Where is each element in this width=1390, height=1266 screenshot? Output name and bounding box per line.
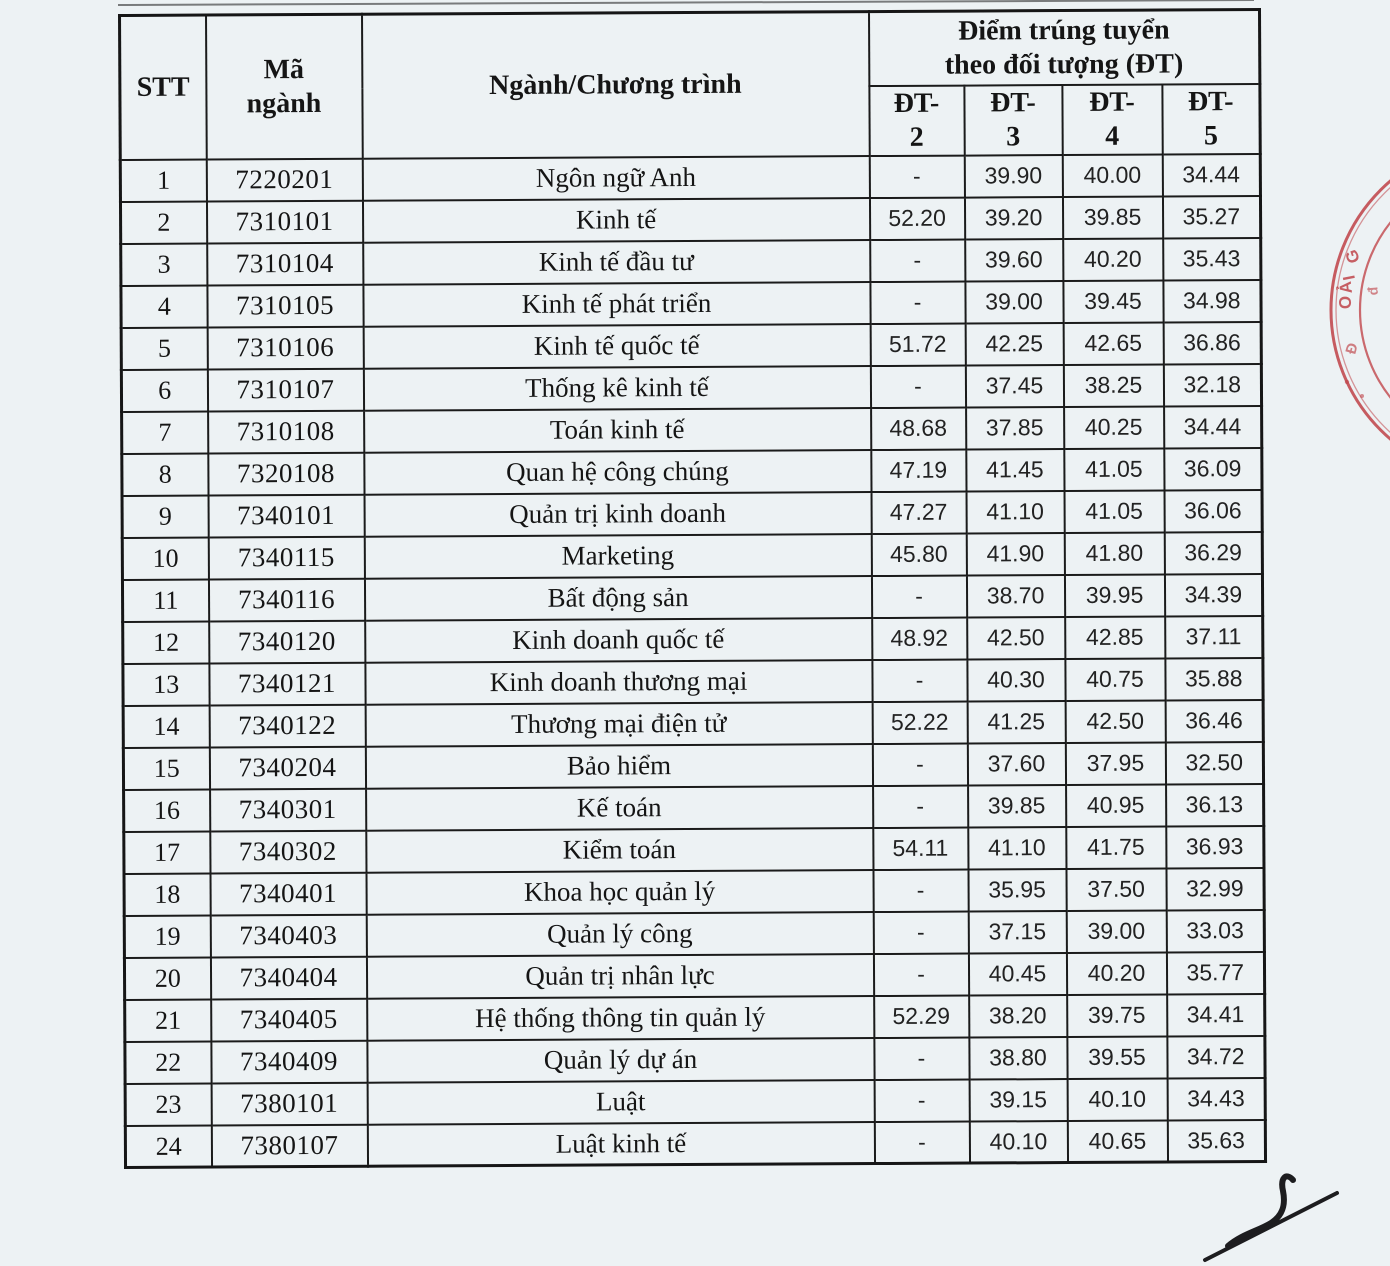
- row-program-cell: Hệ thống thông tin quản lý: [367, 996, 874, 1041]
- row-dt4-cell: 41.05: [1064, 448, 1164, 491]
- row-program-cell: Toán kinh tế: [364, 408, 871, 453]
- row-dt2-cell: -: [871, 575, 966, 617]
- row-dt3-cell: 42.25: [965, 323, 1063, 366]
- row-dt3-cell: 41.25: [967, 701, 1065, 744]
- row-dt5-cell: 37.11: [1165, 616, 1263, 659]
- row-code-cell: 7340302: [210, 831, 366, 874]
- row-dt4-cell: 42.65: [1063, 322, 1163, 365]
- row-code-cell: 7310106: [207, 327, 363, 370]
- row-program-cell: Bất động sản: [364, 576, 871, 621]
- row-dt3-cell: 39.00: [965, 281, 1063, 324]
- row-index-cell: 8: [122, 453, 208, 495]
- row-dt3-cell: 42.50: [967, 617, 1065, 660]
- row-dt4-cell: 40.20: [1063, 238, 1163, 281]
- signature-curl-stroke: [1228, 1176, 1293, 1246]
- row-program-cell: Bảo hiểm: [365, 744, 872, 789]
- row-program-cell: Marketing: [364, 534, 871, 579]
- row-index-cell: 3: [121, 243, 207, 285]
- row-dt3-cell: 37.85: [966, 407, 1064, 450]
- row-program-cell: Ngôn ngữ Anh: [362, 156, 869, 201]
- row-dt2-cell: 52.29: [874, 995, 969, 1037]
- row-dt5-cell: 35.43: [1163, 238, 1261, 281]
- stamp-letter-g: G: [1341, 247, 1364, 266]
- row-dt3-cell: 38.80: [969, 1037, 1067, 1080]
- row-dt3-cell: 41.45: [966, 449, 1064, 492]
- row-code-cell: 7340405: [211, 999, 367, 1042]
- row-dt4-cell: 40.95: [1066, 784, 1166, 827]
- row-dt2-cell: -: [870, 281, 965, 323]
- row-dt5-cell: 34.39: [1164, 574, 1262, 617]
- table-row: [125, 994, 1265, 1042]
- row-program-cell: Quan hệ công chúng: [364, 450, 871, 495]
- row-index-cell: 10: [122, 537, 208, 579]
- row-index-cell: 17: [124, 831, 210, 873]
- table-row: [122, 448, 1262, 496]
- table-row: [125, 1036, 1265, 1084]
- row-dt3-cell: 35.95: [968, 869, 1066, 912]
- row-dt4-cell: 38.25: [1063, 364, 1163, 407]
- row-dt3-cell: 37.45: [965, 365, 1063, 408]
- signature-diagonal-stroke: [1205, 1193, 1337, 1260]
- row-program-cell: Kinh doanh quốc tế: [365, 618, 872, 663]
- row-dt5-cell: 36.09: [1164, 448, 1262, 491]
- row-dt2-cell: -: [872, 659, 967, 701]
- row-program-cell: Kế toán: [366, 786, 873, 831]
- row-dt4-cell: 42.50: [1065, 700, 1165, 743]
- table-row: [121, 322, 1261, 370]
- row-code-cell: 7340122: [209, 705, 365, 748]
- table-row: [122, 532, 1262, 580]
- table-row: [123, 616, 1263, 664]
- row-dt5-cell: 36.06: [1164, 490, 1262, 533]
- row-dt4-cell: 40.75: [1065, 658, 1165, 701]
- row-dt4-cell: 40.00: [1062, 154, 1162, 197]
- row-dt2-cell: -: [873, 953, 968, 995]
- admission-score-table: [118, 8, 1267, 1169]
- header-ma-nganh: Mã ngành: [206, 14, 363, 159]
- row-code-cell: 7320108: [208, 453, 364, 496]
- row-dt2-cell: 54.11: [873, 827, 968, 869]
- row-index-cell: 23: [125, 1083, 211, 1125]
- row-index-cell: 20: [124, 957, 210, 999]
- row-dt4-cell: 37.95: [1065, 742, 1165, 785]
- row-dt3-cell: 40.30: [967, 659, 1065, 702]
- row-dt4-cell: 39.85: [1062, 196, 1162, 239]
- header-dt5: ĐT- 5: [1162, 84, 1260, 155]
- table-row: [124, 910, 1264, 958]
- row-code-cell: 7310108: [208, 411, 364, 454]
- row-index-cell: 22: [125, 1041, 211, 1083]
- row-dt2-cell: -: [869, 155, 964, 197]
- row-dt5-cell: 32.50: [1165, 742, 1263, 785]
- row-program-cell: Kinh tế: [362, 198, 869, 243]
- row-dt4-cell: 40.65: [1067, 1120, 1167, 1163]
- row-index-cell: 5: [121, 327, 207, 369]
- row-code-cell: 7220201: [206, 159, 362, 202]
- row-index-cell: 6: [121, 369, 207, 411]
- table-row: [124, 784, 1264, 832]
- row-program-cell: Luật: [367, 1080, 874, 1125]
- row-dt2-cell: 45.80: [871, 533, 966, 575]
- row-program-cell: Quản lý công: [366, 912, 873, 957]
- row-dt3-cell: 39.90: [964, 155, 1062, 198]
- row-index-cell: 4: [121, 285, 207, 327]
- table-container: [118, 8, 1267, 1169]
- row-dt2-cell: -: [874, 1121, 969, 1163]
- row-dt5-cell: 36.29: [1164, 532, 1262, 575]
- row-dt3-cell: 41.90: [966, 533, 1064, 576]
- header-dt2: ĐT- 2: [869, 85, 964, 156]
- stamp-letter-o: O: [1335, 295, 1355, 310]
- row-dt5-cell: 36.13: [1166, 784, 1264, 827]
- row-dt2-cell: 47.27: [871, 491, 966, 533]
- row-dt5-cell: 32.99: [1166, 868, 1264, 911]
- header-diem-trung-tuyen-group: Điểm trúng tuyển theo đối tượng (ĐT): [868, 10, 1259, 86]
- row-program-cell: Kiểm toán: [366, 828, 873, 873]
- row-code-cell: 7340403: [210, 915, 366, 958]
- row-dt3-cell: 39.60: [965, 239, 1063, 282]
- row-dt2-cell: -: [870, 365, 965, 407]
- table-row: [124, 826, 1264, 874]
- row-dt5-cell: 35.27: [1162, 196, 1260, 239]
- row-program-cell: Quản lý dự án: [367, 1038, 874, 1083]
- row-dt3-cell: 39.85: [968, 785, 1066, 828]
- row-dt3-cell: 39.15: [969, 1079, 1067, 1122]
- stamp-inner-fragment: đ: [1364, 286, 1381, 297]
- row-dt4-cell: 39.75: [1067, 994, 1167, 1037]
- row-program-cell: Kinh tế đầu tư: [363, 240, 870, 285]
- row-program-cell: Quản trị kinh doanh: [364, 492, 871, 537]
- row-dt4-cell: 41.80: [1064, 532, 1164, 575]
- row-dt4-cell: 41.05: [1064, 490, 1164, 533]
- row-program-cell: Quản trị nhân lực: [366, 954, 873, 999]
- table-row: [123, 658, 1263, 706]
- row-dt2-cell: -: [870, 239, 965, 281]
- table-row: [121, 364, 1261, 412]
- table-row: [121, 280, 1261, 328]
- row-code-cell: 7380101: [211, 1083, 367, 1126]
- row-dt3-cell: 39.20: [964, 197, 1062, 240]
- row-dt2-cell: -: [874, 1079, 969, 1121]
- row-index-cell: 11: [122, 579, 208, 621]
- row-code-cell: 7310105: [207, 285, 363, 328]
- row-code-cell: 7310104: [207, 243, 363, 286]
- row-code-cell: 7310107: [207, 369, 363, 412]
- table-row: [120, 196, 1260, 244]
- stamp-fragment-letter: Đ: [1342, 340, 1362, 357]
- row-dt3-cell: 40.45: [968, 953, 1066, 996]
- table-row: [120, 154, 1260, 202]
- row-dt3-cell: 41.10: [968, 827, 1066, 870]
- row-dt2-cell: -: [872, 743, 967, 785]
- row-dt5-cell: 34.43: [1167, 1078, 1265, 1121]
- stamp-ink-speck: [1360, 394, 1364, 398]
- row-dt3-cell: 38.20: [969, 995, 1067, 1038]
- row-dt3-cell: 41.10: [966, 491, 1064, 534]
- row-program-cell: Thương mại điện tử: [365, 702, 872, 747]
- row-dt3-cell: 38.70: [966, 575, 1064, 618]
- row-dt4-cell: 40.10: [1067, 1078, 1167, 1121]
- row-dt4-cell: 39.55: [1067, 1036, 1167, 1079]
- stamp-letter-i: I: [1339, 273, 1359, 282]
- scan-edge-line: [118, 0, 1254, 6]
- row-dt5-cell: 34.44: [1164, 406, 1262, 449]
- row-program-cell: Kinh tế phát triển: [363, 282, 870, 327]
- row-index-cell: 15: [123, 747, 209, 789]
- row-dt3-cell: 37.60: [967, 743, 1065, 786]
- row-dt4-cell: 41.75: [1066, 826, 1166, 869]
- row-dt5-cell: 35.63: [1167, 1120, 1265, 1163]
- row-program-cell: Thống kê kinh tế: [363, 366, 870, 411]
- table-row: [125, 1078, 1265, 1126]
- row-dt2-cell: -: [873, 785, 968, 827]
- row-program-cell: Khoa học quản lý: [366, 870, 873, 915]
- row-code-cell: 7340204: [209, 747, 365, 790]
- table-row: [121, 238, 1261, 286]
- header-stt: STT: [120, 15, 207, 160]
- row-index-cell: 13: [123, 663, 209, 705]
- row-index-cell: 2: [120, 201, 206, 243]
- stamp-inner-ring: [1360, 169, 1390, 451]
- row-dt4-cell: 40.25: [1064, 406, 1164, 449]
- row-dt5-cell: 36.86: [1163, 322, 1261, 365]
- row-code-cell: 7340401: [210, 873, 366, 916]
- table-row: [124, 868, 1264, 916]
- row-dt2-cell: 48.68: [871, 407, 966, 449]
- row-index-cell: 24: [125, 1125, 211, 1167]
- row-dt5-cell: 34.98: [1163, 280, 1261, 323]
- row-index-cell: 21: [125, 999, 211, 1041]
- table-row: [123, 700, 1263, 748]
- row-dt2-cell: 47.19: [871, 449, 966, 491]
- row-dt5-cell: 34.72: [1167, 1036, 1265, 1079]
- row-index-cell: 1: [120, 159, 206, 201]
- row-code-cell: 7310101: [206, 201, 362, 244]
- row-dt2-cell: -: [873, 911, 968, 953]
- row-code-cell: 7340116: [208, 579, 364, 622]
- row-program-cell: Kinh doanh thương mại: [365, 660, 872, 705]
- row-code-cell: 7380107: [211, 1125, 367, 1168]
- handwritten-signature: [1192, 1168, 1352, 1266]
- header-dt4: ĐT- 4: [1062, 84, 1162, 155]
- row-dt4-cell: 39.95: [1064, 574, 1164, 617]
- row-code-cell: 7340301: [210, 789, 366, 832]
- header-nganh-chuong-trinh: Ngành/Chương trình: [362, 12, 870, 159]
- row-dt2-cell: -: [873, 869, 968, 911]
- table-row: [122, 406, 1262, 454]
- row-code-cell: 7340121: [209, 663, 365, 706]
- row-dt2-cell: -: [874, 1037, 969, 1079]
- row-code-cell: 7340409: [211, 1041, 367, 1084]
- row-index-cell: 19: [124, 915, 210, 957]
- row-dt4-cell: 40.20: [1066, 952, 1166, 995]
- table-row: [123, 742, 1263, 790]
- row-code-cell: 7340101: [208, 495, 364, 538]
- row-dt2-cell: 51.72: [870, 323, 965, 365]
- row-code-cell: 7340404: [210, 957, 366, 1000]
- row-dt5-cell: 32.18: [1163, 364, 1261, 407]
- row-dt3-cell: 40.10: [969, 1121, 1067, 1164]
- row-dt5-cell: 34.44: [1162, 154, 1260, 197]
- row-dt2-cell: 52.20: [869, 197, 964, 239]
- row-index-cell: 12: [123, 621, 209, 663]
- row-dt2-cell: 52.22: [872, 701, 967, 743]
- table-row: [122, 574, 1262, 622]
- row-dt4-cell: 42.85: [1065, 616, 1165, 659]
- row-index-cell: 18: [124, 873, 210, 915]
- row-code-cell: 7340115: [208, 537, 364, 580]
- row-dt5-cell: 36.46: [1165, 700, 1263, 743]
- row-index-cell: 9: [122, 495, 208, 537]
- row-program-cell: Kinh tế quốc tế: [363, 324, 870, 369]
- row-dt5-cell: 34.41: [1167, 994, 1265, 1037]
- row-dt5-cell: 33.03: [1166, 910, 1264, 953]
- row-index-cell: 14: [123, 705, 209, 747]
- row-dt4-cell: 39.00: [1066, 910, 1166, 953]
- red-circular-stamp: [1300, 165, 1390, 475]
- stamp-letter-a: Ả: [1335, 280, 1356, 295]
- row-dt5-cell: 35.77: [1166, 952, 1264, 995]
- row-program-cell: Luật kinh tế: [367, 1122, 874, 1167]
- score-table-body: [120, 154, 1265, 1168]
- table-row: [124, 952, 1264, 1000]
- table-row: [125, 1120, 1265, 1168]
- header-dt3: ĐT- 3: [964, 85, 1062, 156]
- row-dt2-cell: 48.92: [872, 617, 967, 659]
- row-dt3-cell: 37.15: [968, 911, 1066, 954]
- row-dt4-cell: 39.45: [1063, 280, 1163, 323]
- row-dt5-cell: 36.93: [1166, 826, 1264, 869]
- row-index-cell: 7: [122, 411, 208, 453]
- row-index-cell: 16: [124, 789, 210, 831]
- row-dt5-cell: 35.88: [1165, 658, 1263, 701]
- row-dt4-cell: 37.50: [1066, 868, 1166, 911]
- stamp-ink-speck: [1345, 380, 1349, 384]
- row-code-cell: 7340120: [209, 621, 365, 664]
- table-row: [122, 490, 1262, 538]
